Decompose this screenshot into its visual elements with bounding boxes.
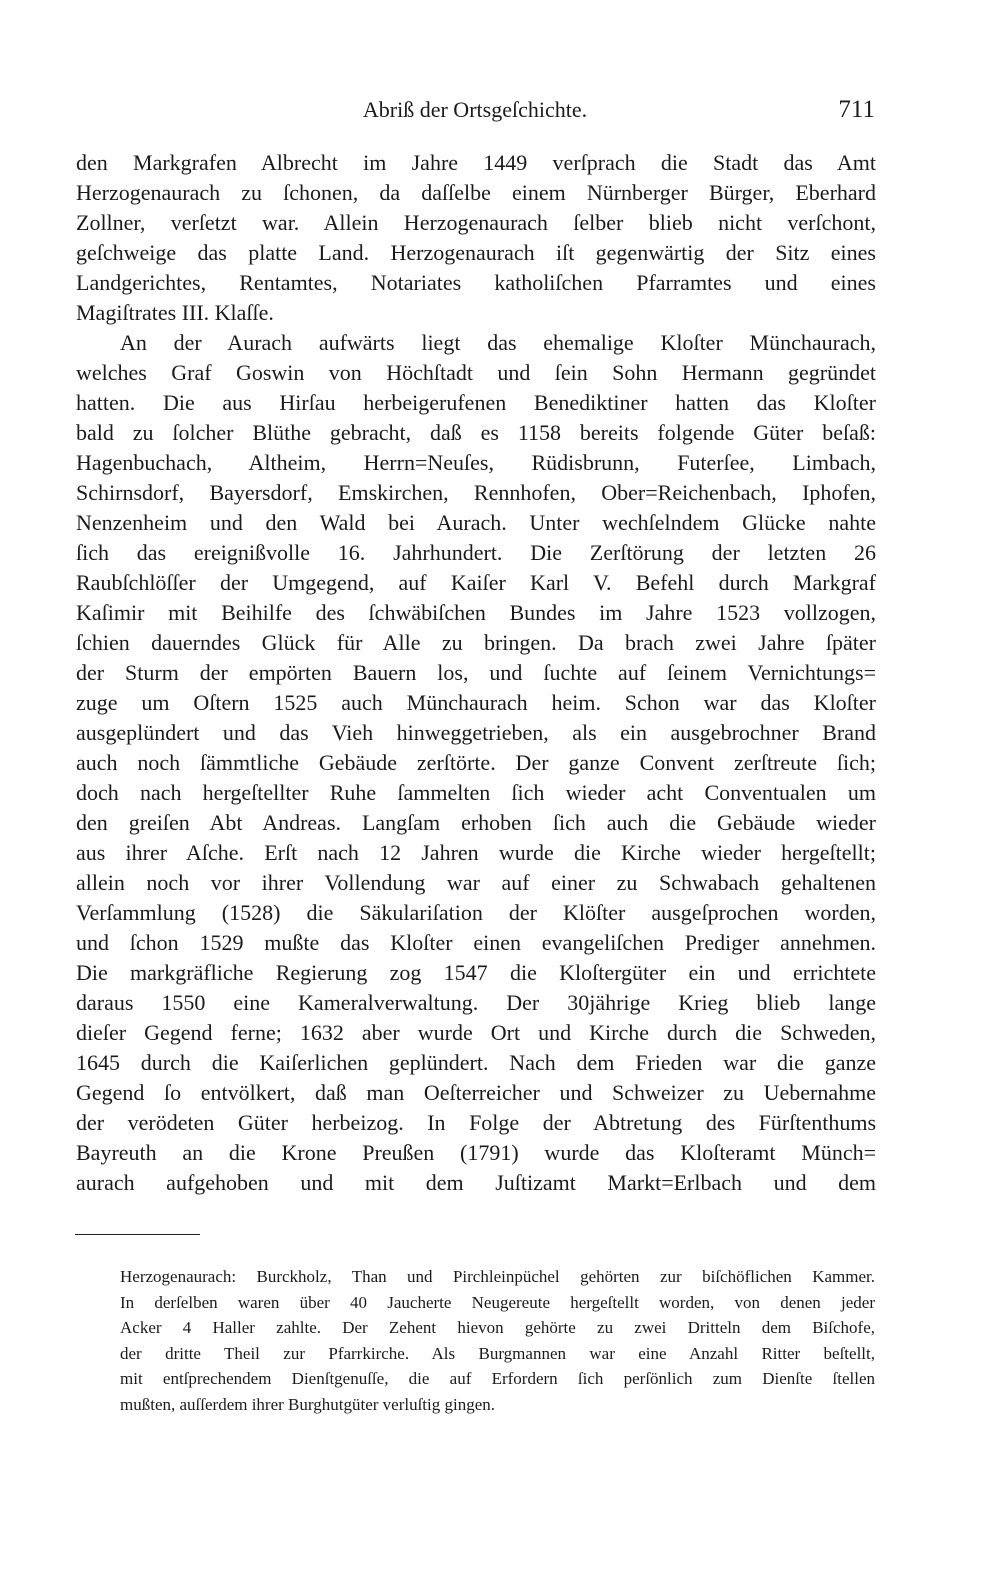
text-line: der Sturm der empörten Bauern los, und ſuchte auf ſeinem Vernichtungs= xyxy=(76,660,876,685)
text-line: hatten. Die aus Hirſau herbeigerufenen Benediktiner hatten das Kloſter xyxy=(76,390,876,415)
text-line: Verſammlung (1528) die Säkulariſation der Klöſter ausgeſprochen worden, xyxy=(76,900,876,925)
text-line: Schirnsdorf, Bayersdorf, Emskirchen, Rennhofen, Ober=Reichenbach, Iphofen, xyxy=(76,480,876,505)
text-line: Nenzenheim und den Wald bei Aurach. Unter wechſelndem Glücke nahte xyxy=(76,510,876,535)
paragraph xyxy=(76,328,876,1198)
text-line: ſich das ereignißvolle 16. Jahrhundert. Die Zerſtörung der letzten 26 xyxy=(76,540,876,565)
text-line: Raubſchlöſſer der Umgegend, auf Kaiſer Karl V. Befehl durch Markgraf xyxy=(76,570,876,595)
text-line: doch nach hergeſtellter Ruhe ſammelten ſich wieder acht Conventualen um xyxy=(76,780,876,805)
text-line: aus ihrer Aſche. Erſt nach 12 Jahren wurde die Kirche wieder hergeſtellt; xyxy=(76,840,876,865)
text-line: dieſer Gegend ferne; 1632 aber wurde Ort und Kirche durch die Schweden, xyxy=(76,1020,876,1045)
text-line: An der Aurach aufwärts liegt das ehemalige Kloſter Münchaurach, xyxy=(120,330,876,355)
main-text xyxy=(76,148,876,1198)
text-line: Hagenbuchach, Altheim, Herrn=Neuſes, Rüdisbrunn, Futerſee, Limbach, xyxy=(76,450,876,475)
text-line: daraus 1550 eine Kameralverwaltung. Der 30jährige Krieg blieb lange xyxy=(76,990,876,1015)
text-line: 1645 durch die Kaiſerlichen geplündert. Nach dem Frieden war die ganze xyxy=(76,1050,876,1075)
footnote-line: mit entſprechendem Dienſtgenuſſe, die auf Erfordern ſich perſönlich zum Dienſte ſtellen xyxy=(120,1369,875,1389)
text-line: Kaſimir mit Beihilfe des ſchwäbiſchen Bundes im Jahre 1523 vollzogen, xyxy=(76,600,876,625)
footnote-line: der dritte Theil zur Pfarrkirche. Als Burgmannen war eine Anzahl Ritter beſtellt, xyxy=(120,1343,875,1363)
text-line: zuge um Oſtern 1525 auch Münchaurach heim. Schon war das Kloſter xyxy=(76,690,876,715)
text-line: auch noch ſämmtliche Gebäude zerſtörte. Der ganze Convent zerſtreute ſich; xyxy=(76,750,876,775)
text-line: aurach aufgehoben und mit dem Juſtizamt Markt=Erlbach und dem xyxy=(76,1170,876,1195)
text-line: bald zu ſolcher Blüthe gebracht, daß es 1158 bereits folgende Güter beſaß: xyxy=(76,420,876,445)
text-line: welches Graf Goswin von Höchſtadt und ſein Sohn Hermann gegründet xyxy=(76,360,876,385)
text-line: Zollner, verſetzt war. Allein Herzogenaurach ſelber blieb nicht verſchont, xyxy=(76,210,876,235)
text-line: und ſchon 1529 mußte das Kloſter einen evangeliſchen Prediger annehmen. xyxy=(76,930,876,955)
text-line: der verödeten Güter herbeizog. In Folge der Abtretung des Fürſtenthums xyxy=(76,1110,876,1135)
running-title: Abriß der Ortsgeſchichte. xyxy=(362,97,588,122)
footnote-line: Acker 4 Haller zahlte. Der Zehent hievon gehörte zu zwei Dritteln dem Biſchofe, xyxy=(120,1318,875,1338)
text-line: allein noch vor ihrer Vollendung war auf einer zu Schwabach gehaltenen xyxy=(76,870,876,895)
text-line: Magiſtrates III. Klaſſe. xyxy=(76,300,274,325)
page-number: 711 xyxy=(838,96,875,123)
text-line: ſchien dauerndes Glück für Alle zu bringen. Da brach zwei Jahre ſpäter xyxy=(76,630,876,655)
text-line: Die markgräfliche Regierung zog 1547 die Kloſtergüter ein und errichtete xyxy=(76,960,876,985)
footnote-line: Herzogenaurach: Burckholz, Than und Pirchleinpüchel gehörten zur biſchöflichen Kammer. xyxy=(120,1267,875,1286)
text-line: den greiſen Abt Andreas. Langſam erhoben ſich auch die Gebäude wieder xyxy=(76,810,876,835)
text-line: geſchweige das platte Land. Herzogenaurach iſt gegenwärtig der Sitz eines xyxy=(76,240,876,265)
text-line: den Markgrafen Albrecht im Jahre 1449 verſprach die Stadt das Amt xyxy=(76,150,876,175)
footnote-line: In derſelben waren über 40 Jaucherte Neugereute hergeſtellt worden, von denen jeder xyxy=(120,1292,875,1312)
footnote-separator xyxy=(75,1234,200,1235)
text-line: Bayreuth an die Krone Preußen (1791) wurde das Kloſteramt Münch= xyxy=(76,1140,876,1165)
footnote-line: mußten, auſſerdem ihrer Burghutgüter verluſtig gingen. xyxy=(120,1394,496,1414)
footnote xyxy=(120,1264,875,1418)
text-line: Landgerichtes, Rentamtes, Notariates katholiſchen Pfarramtes und eines xyxy=(76,270,876,295)
text-line: Herzogenaurach zu ſchonen, da daſſelbe einem Nürnberger Bürger, Eberhard xyxy=(76,180,876,205)
text-line: ausgeplündert und das Vieh hinweggetrieben, als ein ausgebrochner Brand xyxy=(76,720,876,745)
paragraph xyxy=(76,148,876,328)
text-line: Gegend ſo entvölkert, daß man Oeſterreicher und Schweizer zu Uebernahme xyxy=(76,1080,876,1105)
